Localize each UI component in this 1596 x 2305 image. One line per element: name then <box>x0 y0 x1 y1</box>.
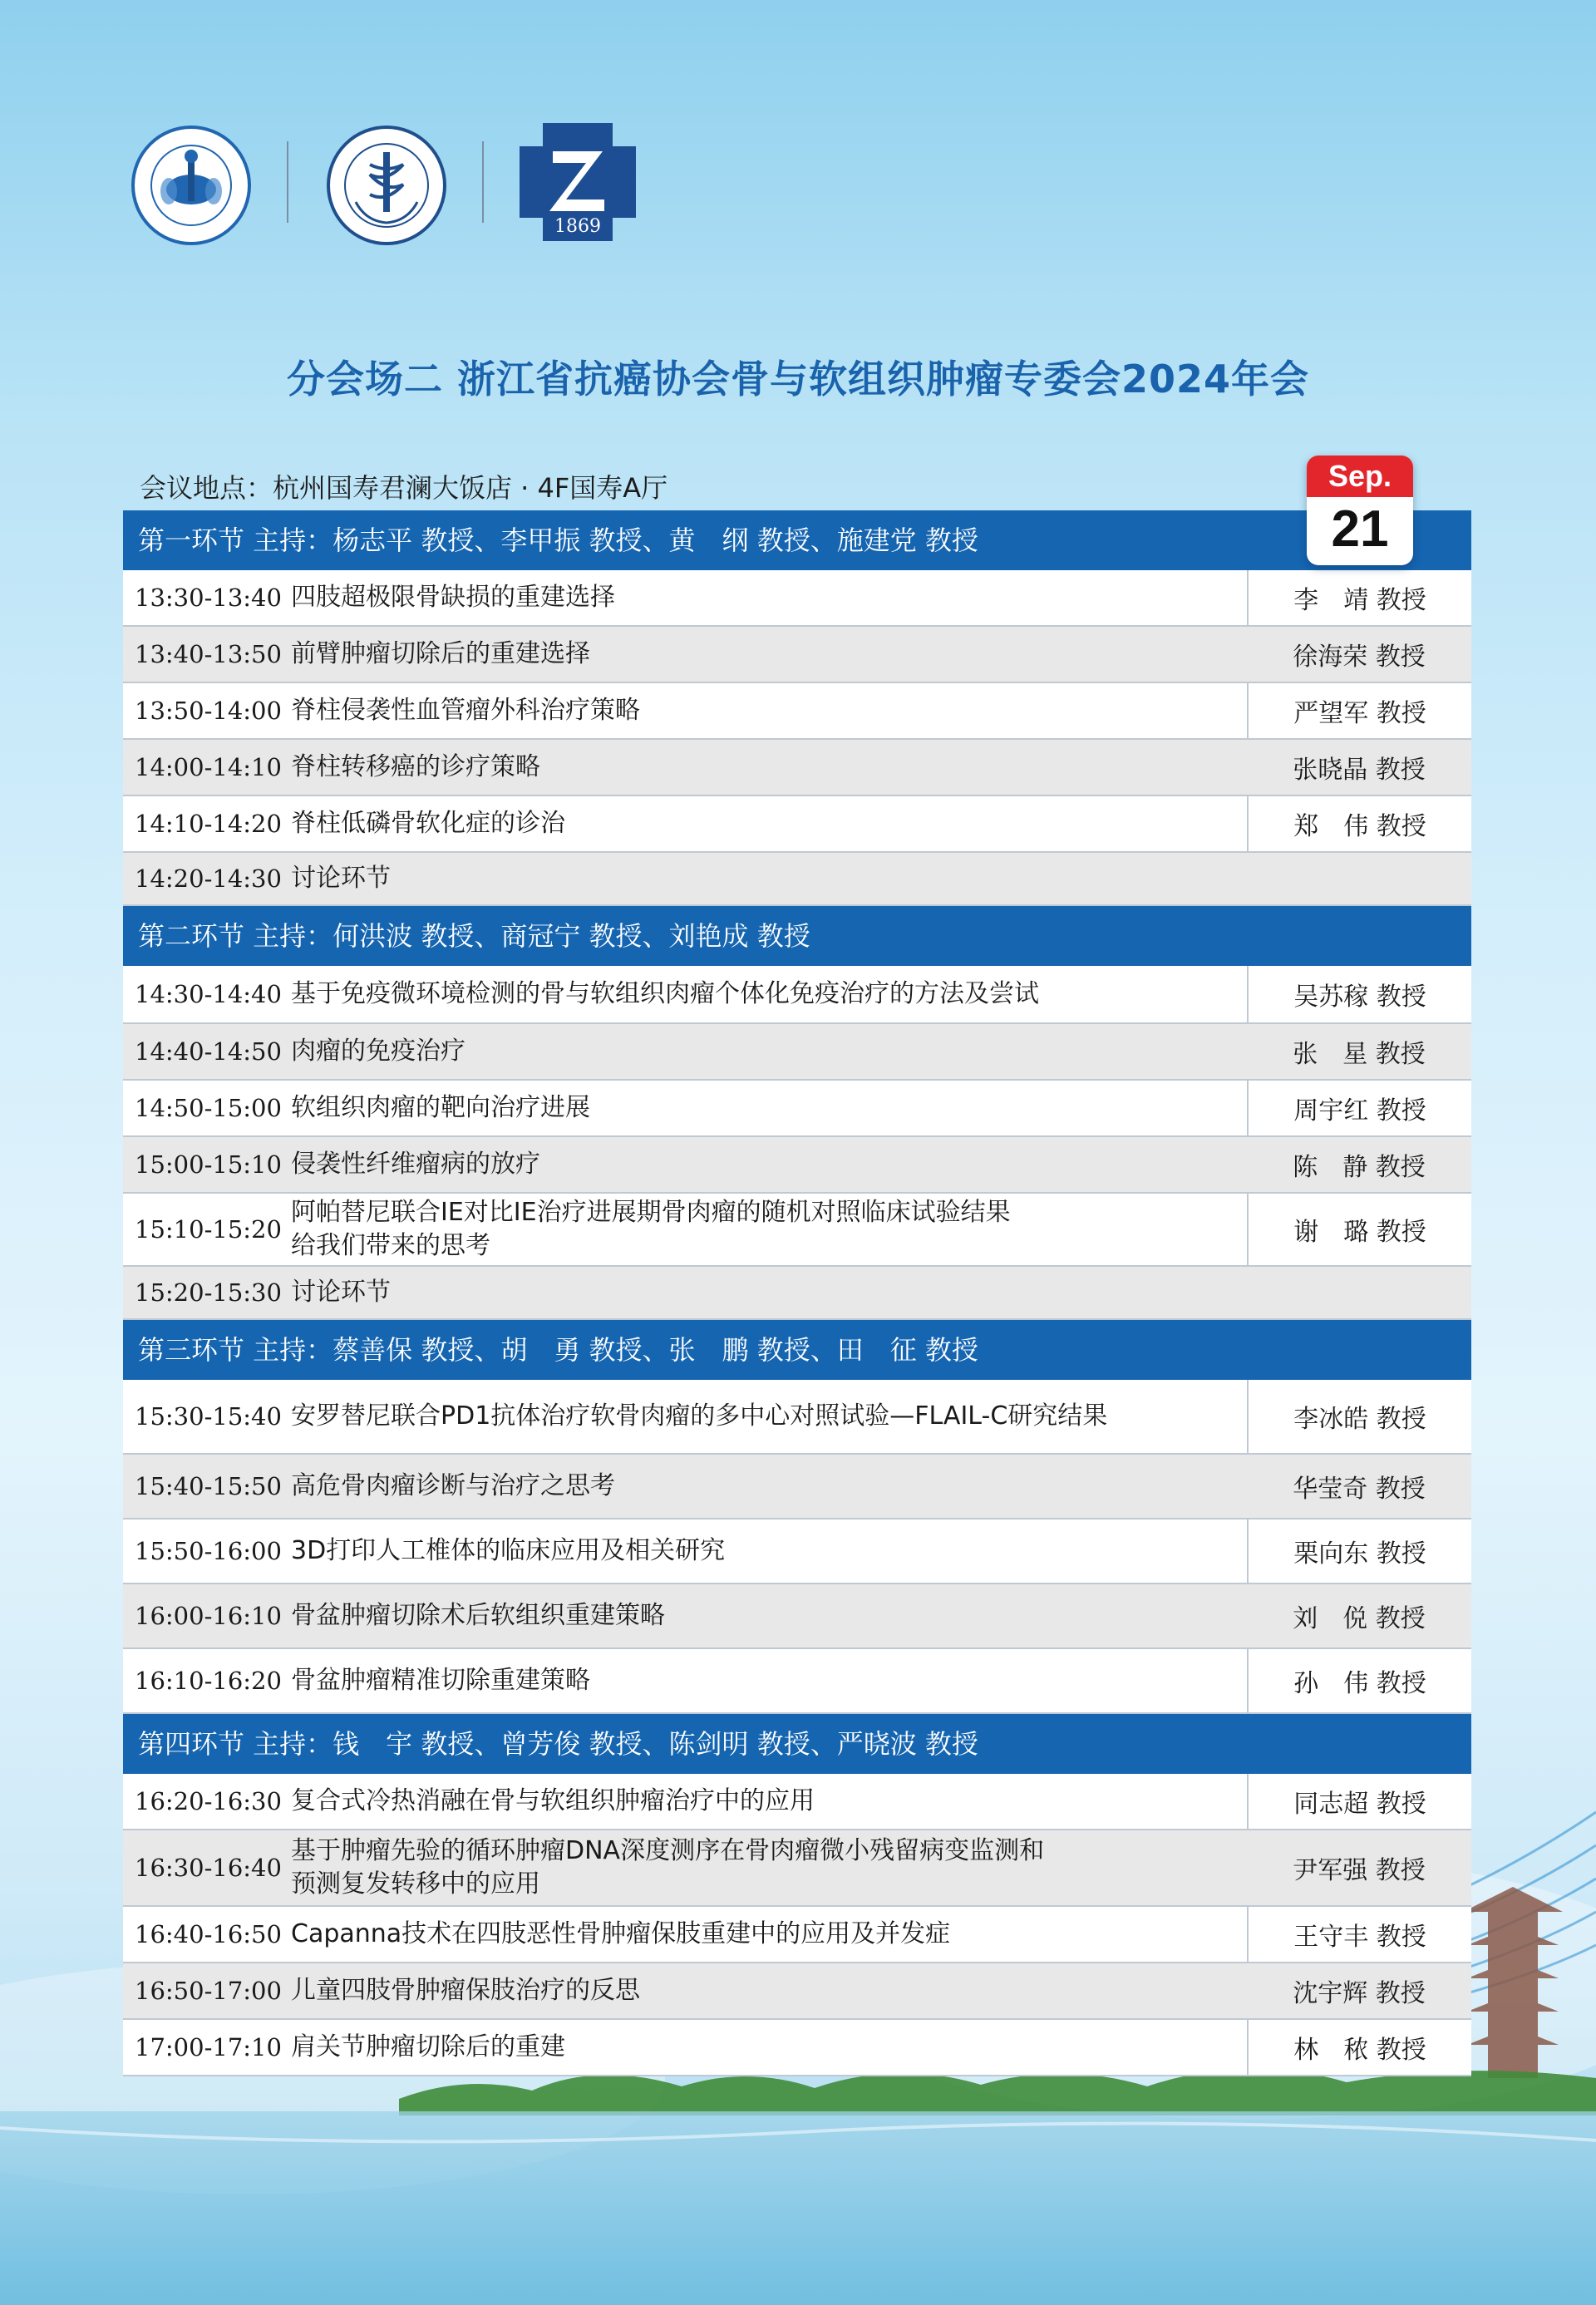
table-row <box>123 1649 1471 1714</box>
row-speaker: 尹军强 教授 <box>1293 1856 1426 1885</box>
row-topic: 复合式冷热消融在骨与软组织肿瘤治疗中的应用 <box>291 1786 815 1815</box>
row-topic-line2: 给我们带来的思考 <box>291 1231 490 1260</box>
row-time: 14:40-14:50 <box>135 1037 282 1066</box>
row-speaker: 同志超 教授 <box>1247 1774 1471 1829</box>
table-row <box>123 1380 1471 1455</box>
row-speaker: 张 星 教授 <box>1293 1040 1426 1069</box>
row-time: 16:40-16:50 <box>135 1920 282 1948</box>
row-topic: 儿童四肢骨肿瘤保肢治疗的反思 <box>291 1976 640 2005</box>
row-time: 14:00-14:10 <box>135 753 282 781</box>
row-time: 14:30-14:40 <box>135 980 282 1008</box>
row-speaker: 徐海荣 教授 <box>1293 643 1426 672</box>
row-topic: 骨盆肿瘤切除术后软组织重建策略 <box>291 1601 665 1630</box>
row-time: 15:20-15:30 <box>135 1278 282 1307</box>
table-row <box>123 1081 1471 1137</box>
section-header: 第三环节 主持：蔡善保 教授、胡 勇 教授、张 鹏 教授、田 征 教授 <box>123 1320 1471 1380</box>
table-row <box>123 1267 1471 1320</box>
table-row <box>123 2020 1471 2076</box>
row-topic: 高危骨肉瘤诊断与治疗之思考 <box>291 1471 615 1500</box>
row-topic-line1: 阿帕替尼联合IE对比IE治疗进展期骨肉瘤的随机对照临床试验结果 <box>291 1198 1011 1227</box>
row-time: 16:50-17:00 <box>135 1977 282 2005</box>
table-row <box>123 1584 1471 1649</box>
row-time: 17:00-17:10 <box>135 2033 282 2061</box>
section-header: 第一环节 主持：杨志平 教授、李甲振 教授、黄 纲 教授、施建党 教授 <box>123 510 1471 570</box>
row-time: 15:30-15:40 <box>135 1402 282 1431</box>
row-topic: 肉瘤的免疫治疗 <box>291 1037 466 1066</box>
row-topic: 软组织肉瘤的靶向治疗进展 <box>291 1093 590 1122</box>
table-row <box>123 1137 1471 1194</box>
zhejiang-anti-cancer-association-logo <box>324 123 449 248</box>
row-time: 14:50-15:00 <box>135 1094 282 1122</box>
row-topic: 侵袭性纤维瘤病的放疗 <box>291 1150 540 1179</box>
row-speaker: 李 靖 教授 <box>1247 570 1471 625</box>
row-topic: 基于免疫微环境检测的骨与软组织肉瘤个体化免疫治疗的方法及尝试 <box>291 979 1039 1008</box>
table-row <box>123 853 1471 906</box>
venue-text: 会议地点：杭州国寿君澜大饭店 · 4F国寿A厅 <box>140 472 668 504</box>
table-row <box>123 627 1471 683</box>
logo-year: 1869 <box>554 216 601 237</box>
row-topic <box>291 1196 1247 1263</box>
table-row <box>123 683 1471 740</box>
row-speaker: 李冰皓 教授 <box>1247 1380 1471 1453</box>
row-topic: 骨盆肿瘤精准切除重建策略 <box>291 1666 590 1695</box>
table-row <box>123 1194 1471 1267</box>
row-speaker: 陈 静 教授 <box>1293 1153 1426 1182</box>
row-speaker: 刘 侻 教授 <box>1293 1604 1426 1633</box>
row-time: 16:20-16:30 <box>135 1787 282 1815</box>
row-time: 15:00-15:10 <box>135 1150 282 1179</box>
row-topic: 3D打印人工椎体的临床应用及相关研究 <box>291 1536 726 1565</box>
row-speaker <box>1247 1267 1471 1318</box>
row-speaker: 王守丰 教授 <box>1247 1907 1471 1962</box>
row-time: 14:20-14:30 <box>135 864 282 893</box>
row-topic: 安罗替尼联合PD1抗体治疗软骨肉瘤的多中心对照试验—FLAIL-C研究结果 <box>291 1401 1108 1431</box>
row-speaker: 张晓晶 教授 <box>1293 756 1426 785</box>
row-topic: 前臂肿瘤切除后的重建选择 <box>291 639 590 668</box>
row-time: 13:40-13:50 <box>135 640 282 668</box>
row-topic: 讨论环节 <box>291 864 391 893</box>
logo-bar <box>129 123 661 248</box>
hospital-z-logo <box>520 123 636 241</box>
table-row <box>123 1774 1471 1830</box>
row-time: 16:00-16:10 <box>135 1602 282 1630</box>
row-time: 15:10-15:20 <box>135 1215 282 1244</box>
row-topic: 肩关节肿瘤切除后的重建 <box>291 2032 565 2061</box>
row-time: 15:40-15:50 <box>135 1472 282 1500</box>
row-speaker: 栗向东 教授 <box>1247 1519 1471 1583</box>
table-row <box>123 1519 1471 1584</box>
table-row <box>123 1455 1471 1519</box>
table-row <box>123 1024 1471 1081</box>
row-speaker: 华莹奇 教授 <box>1293 1475 1426 1504</box>
row-topic: 讨论环节 <box>291 1278 391 1307</box>
row-speaker: 孙 伟 教授 <box>1247 1649 1471 1712</box>
table-row <box>123 1830 1471 1907</box>
row-time: 13:50-14:00 <box>135 697 282 725</box>
row-speaker: 郑 伟 教授 <box>1247 796 1471 851</box>
calendar-month: Sep. <box>1307 456 1413 497</box>
page-title: 分会场二 浙江省抗癌协会骨与软组织肿瘤专委会2024年会 <box>286 357 1310 401</box>
table-row <box>123 1963 1471 2020</box>
row-speaker: 沈宇辉 教授 <box>1293 1979 1426 2008</box>
row-speaker: 吴苏稼 教授 <box>1247 966 1471 1022</box>
table-row <box>123 1907 1471 1963</box>
row-time: 13:30-13:40 <box>135 584 282 612</box>
calendar-day: 21 <box>1331 500 1389 558</box>
row-topic-line1: 基于肿瘤先验的循环肿瘤DNA深度测序在骨肉瘤微小残留病变监测和 <box>291 1836 1045 1865</box>
china-anti-cancer-association-logo <box>129 123 254 248</box>
row-topic: 脊柱低磷骨软化症的诊治 <box>291 809 565 838</box>
row-topic <box>291 1835 1247 1901</box>
row-topic: 脊柱转移癌的诊疗策略 <box>291 752 540 781</box>
logo-divider <box>482 141 484 223</box>
logo-divider <box>287 141 288 223</box>
table-row <box>123 966 1471 1024</box>
row-topic: 脊柱侵袭性血管瘤外科治疗策略 <box>291 696 640 725</box>
row-speaker: 谢 璐 教授 <box>1247 1194 1471 1265</box>
row-speaker: 林 秾 教授 <box>1247 2020 1471 2075</box>
row-topic-line2: 预测复发转移中的应用 <box>291 1869 540 1899</box>
row-speaker: 周宇红 教授 <box>1247 1081 1471 1135</box>
section-header: 第四环节 主持：钱 宇 教授、曾芳俊 教授、陈剑明 教授、严晓波 教授 <box>123 1714 1471 1774</box>
row-topic: 四肢超极限骨缺损的重建选择 <box>291 583 615 612</box>
section-header: 第二环节 主持：何洪波 教授、商冠宁 教授、刘艳成 教授 <box>123 906 1471 966</box>
row-speaker <box>1247 853 1471 904</box>
row-time: 16:30-16:40 <box>135 1854 282 1882</box>
row-speaker: 严望军 教授 <box>1247 683 1471 738</box>
row-time: 15:50-16:00 <box>135 1537 282 1565</box>
agenda-table <box>123 510 1471 2076</box>
row-topic: Capanna技术在四肢恶性骨肿瘤保肢重建中的应用及并发症 <box>291 1919 951 1948</box>
calendar-badge <box>1307 456 1413 565</box>
table-row <box>123 796 1471 853</box>
row-time: 14:10-14:20 <box>135 810 282 838</box>
row-time: 16:10-16:20 <box>135 1667 282 1695</box>
table-row <box>123 740 1471 796</box>
table-row <box>123 570 1471 627</box>
